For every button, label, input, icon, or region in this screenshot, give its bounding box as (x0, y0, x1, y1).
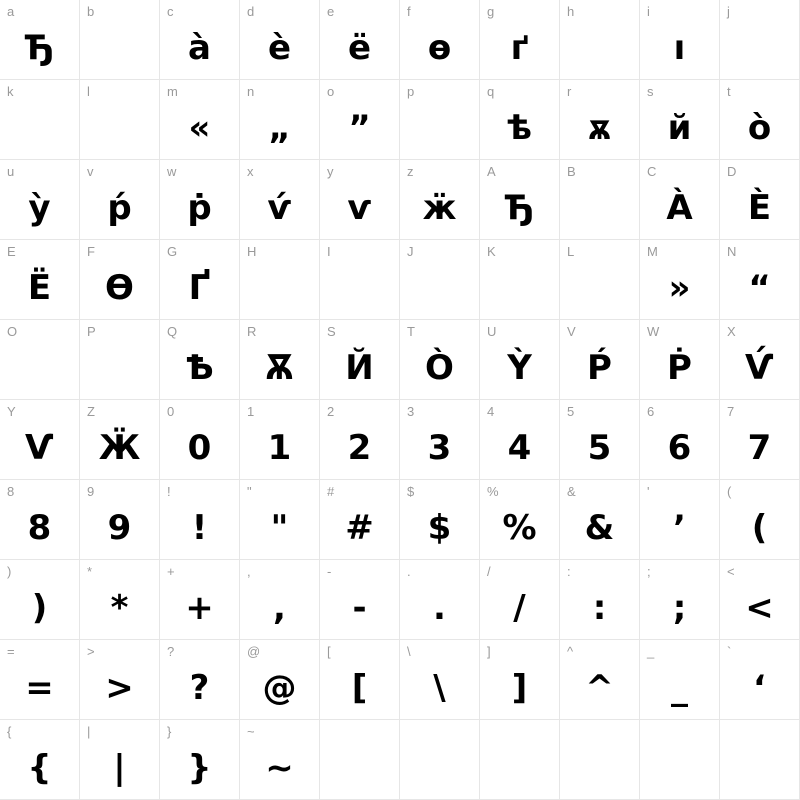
glyph-cell[interactable] (160, 160, 240, 240)
glyph-cell-character (80, 342, 159, 394)
glyph-cell-code: O (7, 324, 18, 339)
glyph-cell-code: ` (727, 644, 732, 659)
glyph-cell[interactable] (560, 0, 640, 80)
glyph-cell-character: 9 (107, 508, 132, 548)
glyph-cell[interactable] (0, 480, 80, 560)
glyph-cell-code: 5 (567, 404, 575, 419)
glyph-cell-code: 0 (167, 404, 175, 419)
glyph-cell[interactable] (400, 160, 480, 240)
glyph-cell[interactable] (0, 320, 80, 400)
glyph-cell-character: Ṕ (587, 348, 612, 388)
glyph-cell-code: c (167, 4, 174, 19)
glyph-cell-code: x (247, 164, 254, 179)
glyph-cell-character (720, 742, 799, 794)
glyph-cell-character: ѣ (506, 108, 533, 148)
glyph-cell[interactable] (720, 400, 800, 480)
glyph-cell-code: z (407, 164, 414, 179)
glyph-cell-character: „ (268, 108, 291, 148)
glyph-cell[interactable] (480, 160, 560, 240)
glyph-cell-code: Q (167, 324, 178, 339)
glyph-cell-character: È (747, 188, 772, 228)
glyph-cell[interactable] (0, 640, 80, 720)
glyph-cell-character: % (502, 508, 537, 548)
glyph-cell-character: « (188, 108, 211, 148)
glyph-cell-character: : (592, 588, 607, 628)
glyph-cell-code: B (567, 164, 576, 179)
glyph-cell-code: o (327, 84, 335, 99)
glyph-cell-code: H (247, 244, 257, 259)
glyph-cell-character (560, 742, 639, 794)
glyph-cell-character: Ѫ (265, 348, 294, 388)
glyph-cell[interactable] (0, 400, 80, 480)
glyph-cell-character: ” (348, 108, 371, 148)
glyph-cell[interactable] (160, 720, 240, 800)
glyph-cell[interactable] (320, 80, 400, 160)
glyph-cell[interactable] (640, 0, 720, 80)
glyph-cell-character: _ (671, 668, 688, 708)
glyph-cell-character: » (668, 268, 691, 308)
glyph-cell[interactable] (640, 240, 720, 320)
glyph-cell[interactable] (240, 720, 320, 800)
glyph-cell-character: # (345, 508, 374, 548)
glyph-cell-code: s (647, 84, 654, 99)
glyph-cell-code: W (647, 324, 660, 339)
glyph-cell-code: [ (327, 644, 331, 659)
glyph-cell-character: | (113, 748, 126, 788)
glyph-cell-character: Й (345, 348, 374, 388)
glyph-cell[interactable] (240, 320, 320, 400)
glyph-cell-code: 9 (87, 484, 95, 499)
glyph-cell-character: Ӝ (98, 428, 141, 468)
glyph-cell-character (480, 262, 559, 314)
glyph-cell-code: u (7, 164, 15, 179)
glyph-cell-code: / (487, 564, 491, 579)
glyph-cell-code: j (727, 4, 730, 19)
glyph-cell[interactable] (400, 480, 480, 560)
glyph-cell-character: { (27, 748, 52, 788)
glyph-cell[interactable] (0, 560, 80, 640)
glyph-cell[interactable] (240, 160, 320, 240)
glyph-cell-code: + (167, 564, 175, 579)
glyph-cell-character: Ѣ (185, 348, 214, 388)
glyph-cell[interactable] (720, 240, 800, 320)
glyph-cell[interactable] (160, 240, 240, 320)
glyph-cell[interactable] (320, 400, 400, 480)
glyph-cell-character: < (745, 588, 774, 628)
glyph-cell[interactable] (400, 720, 480, 800)
glyph-cell[interactable] (640, 160, 720, 240)
glyph-cell-character: 2 (347, 428, 372, 468)
glyph-cell[interactable] (400, 0, 480, 80)
glyph-cell[interactable] (560, 80, 640, 160)
glyph-cell-character: й (667, 108, 692, 148)
glyph-cell[interactable] (720, 480, 800, 560)
glyph-cell-character: 1 (267, 428, 292, 468)
glyph-cell-code: . (407, 564, 411, 579)
glyph-cell-character: Ṗ (667, 348, 692, 388)
glyph-cell-code: w (167, 164, 177, 179)
glyph-cell-code: ) (7, 564, 12, 579)
glyph-cell-code: = (7, 644, 15, 659)
glyph-cell[interactable] (240, 0, 320, 80)
glyph-cell-character: à (188, 28, 211, 68)
glyph-cell-character: ò (747, 108, 772, 148)
glyph-cell[interactable] (480, 560, 560, 640)
glyph-cell-code: 8 (7, 484, 15, 499)
glyph-cell-code: 7 (727, 404, 735, 419)
glyph-cell[interactable] (320, 320, 400, 400)
glyph-cell[interactable] (0, 0, 80, 80)
glyph-cell-code: h (567, 4, 575, 19)
glyph-cell-code: t (727, 84, 731, 99)
glyph-cell-character: ё (347, 28, 372, 68)
glyph-cell-code: - (327, 564, 332, 579)
glyph-cell-code: X (727, 324, 736, 339)
glyph-cell[interactable] (640, 320, 720, 400)
glyph-cell-character: , (273, 588, 286, 628)
glyph-cell[interactable] (560, 160, 640, 240)
glyph-cell-code: k (7, 84, 14, 99)
glyph-cell-character: À (666, 188, 693, 228)
glyph-cell-character: Ґ (188, 268, 211, 308)
glyph-cell-character: & (584, 508, 615, 548)
glyph-cell-character: ı (673, 28, 686, 68)
glyph-cell[interactable] (320, 160, 400, 240)
glyph-cell-code: ; (647, 564, 651, 579)
glyph-cell[interactable] (80, 0, 160, 80)
glyph-cell[interactable] (720, 160, 800, 240)
glyph-cell-code: f (407, 4, 411, 19)
glyph-cell[interactable] (320, 480, 400, 560)
glyph-cell[interactable] (480, 720, 560, 800)
glyph-cell[interactable] (480, 240, 560, 320)
glyph-cell-character: = (25, 668, 54, 708)
glyph-cell-character: Ỳ (507, 348, 532, 388)
glyph-cell-character: 0 (187, 428, 212, 468)
glyph-cell[interactable] (400, 320, 480, 400)
glyph-cell-code: " (247, 484, 252, 499)
glyph-cell-character: $ (427, 508, 452, 548)
glyph-cell-code: i (647, 4, 650, 19)
glyph-cell-code: q (487, 84, 495, 99)
glyph-cell-character (720, 22, 799, 74)
glyph-cell[interactable] (720, 80, 800, 160)
glyph-cell-code: % (487, 484, 499, 499)
glyph-cell-code: ' (647, 484, 650, 499)
glyph-cell-character: ; (672, 588, 687, 628)
glyph-cell-code: , (247, 564, 251, 579)
glyph-cell-code: l (87, 84, 90, 99)
glyph-cell-character: [ (351, 668, 368, 708)
glyph-cell-code: J (407, 244, 414, 259)
glyph-cell-code: v (87, 164, 94, 179)
glyph-cell-code: ~ (247, 724, 255, 739)
glyph-cell-code: y (327, 164, 334, 179)
glyph-cell[interactable] (160, 400, 240, 480)
glyph-cell-code: 3 (407, 404, 415, 419)
glyph-cell-character (240, 262, 319, 314)
glyph-cell[interactable] (720, 320, 800, 400)
glyph-cell-code: : (567, 564, 571, 579)
glyph-cell-code: F (87, 244, 95, 259)
glyph-cell-character: “ (748, 268, 771, 308)
glyph-cell-character: ~ (265, 748, 294, 788)
glyph-cell-character: ṗ (187, 188, 212, 228)
glyph-cell[interactable] (640, 560, 720, 640)
glyph-cell[interactable] (720, 560, 800, 640)
glyph-cell[interactable] (560, 640, 640, 720)
glyph-cell[interactable] (400, 640, 480, 720)
glyph-cell[interactable] (320, 640, 400, 720)
glyph-cell[interactable] (80, 80, 160, 160)
glyph-cell[interactable] (240, 240, 320, 320)
glyph-cell-code: ? (167, 644, 175, 659)
glyph-cell-code: $ (407, 484, 415, 499)
glyph-cell-code: r (567, 84, 572, 99)
glyph-cell-character: 5 (587, 428, 612, 468)
glyph-cell-character: ] (511, 668, 528, 708)
glyph-cell-code: @ (247, 644, 261, 659)
glyph-cell-code: m (167, 84, 178, 99)
glyph-cell-character: ) (31, 588, 48, 628)
glyph-cell[interactable] (320, 560, 400, 640)
glyph-cell[interactable] (240, 480, 320, 560)
glyph-cell-code: _ (647, 644, 655, 659)
glyph-cell-character: ѵ (347, 188, 372, 228)
glyph-cell-code: I (327, 244, 331, 259)
glyph-cell[interactable] (160, 560, 240, 640)
glyph-cell-character: ѫ (587, 108, 612, 148)
glyph-cell-code: 4 (487, 404, 495, 419)
glyph-cell-character: Ђ (24, 28, 55, 68)
glyph-cell[interactable] (0, 80, 80, 160)
glyph-cell-code: d (247, 4, 255, 19)
glyph-cell-character: ṕ (107, 188, 132, 228)
glyph-cell-character: > (105, 668, 134, 708)
glyph-cell-character (640, 742, 719, 794)
glyph-cell-code: { (7, 724, 12, 739)
glyph-cell-code: N (727, 244, 737, 259)
glyph-cell-code: V (567, 324, 576, 339)
glyph-cell-code: ] (487, 644, 491, 659)
glyph-cell-character (320, 262, 399, 314)
glyph-cell[interactable] (80, 240, 160, 320)
glyph-cell-code: R (247, 324, 257, 339)
glyph-cell-character: " (270, 508, 289, 548)
glyph-cell-character: ө (427, 28, 452, 68)
glyph-cell-code: e (327, 4, 335, 19)
glyph-cell-character (480, 742, 559, 794)
glyph-cell[interactable] (480, 80, 560, 160)
glyph-cell-code: & (567, 484, 576, 499)
glyph-cell-character: . (433, 588, 446, 628)
glyph-cell[interactable] (80, 400, 160, 480)
glyph-cell-character: ! (191, 508, 208, 548)
glyph-cell-code: \ (407, 644, 411, 659)
glyph-cell-code: M (647, 244, 658, 259)
glyph-cell-character: è (267, 28, 292, 68)
glyph-cell[interactable] (560, 240, 640, 320)
glyph-cell[interactable] (80, 560, 160, 640)
glyph-cell-character: Ѵ (25, 428, 54, 468)
glyph-cell-code: ^ (567, 644, 574, 659)
glyph-cell[interactable] (160, 0, 240, 80)
glyph-cell-character (560, 262, 639, 314)
glyph-cell-code: | (87, 724, 91, 739)
glyph-cell-character: ’ (673, 508, 686, 548)
glyph-cell-character: } (187, 748, 212, 788)
glyph-cell-character: \ (433, 668, 446, 708)
glyph-cell[interactable] (560, 320, 640, 400)
glyph-cell-character: ѵ́ (267, 188, 292, 228)
glyph-cell-code: U (487, 324, 497, 339)
glyph-cell-code: * (87, 564, 93, 579)
glyph-cell[interactable] (320, 720, 400, 800)
glyph-cell-code: A (487, 164, 496, 179)
glyph-cell-code: K (487, 244, 496, 259)
glyph-cell-character: 6 (667, 428, 692, 468)
glyph-cell-character: ‘ (753, 668, 766, 708)
glyph-cell-code: P (87, 324, 96, 339)
glyph-cell[interactable] (640, 480, 720, 560)
glyph-cell[interactable] (480, 400, 560, 480)
glyph-cell-character (400, 262, 479, 314)
glyph-cell[interactable] (80, 720, 160, 800)
glyph-cell-character: 8 (27, 508, 52, 548)
glyph-cell-character: Ѵ́ (745, 348, 774, 388)
glyph-cell[interactable] (560, 400, 640, 480)
glyph-cell-character: ? (189, 668, 210, 708)
glyph-cell-character (0, 102, 79, 154)
glyph-cell-character: 7 (747, 428, 772, 468)
glyph-cell[interactable] (0, 240, 80, 320)
glyph-cell[interactable] (640, 80, 720, 160)
glyph-cell-code: ! (167, 484, 171, 499)
glyph-cell-code: < (727, 564, 735, 579)
glyph-cell-character: * (110, 588, 129, 628)
glyph-cell-code: p (407, 84, 415, 99)
glyph-cell-code: b (87, 4, 95, 19)
glyph-cell[interactable] (240, 80, 320, 160)
glyph-cell-character: + (185, 588, 214, 628)
glyph-cell[interactable] (160, 640, 240, 720)
glyph-cell-code: T (407, 324, 415, 339)
glyph-cell[interactable] (400, 240, 480, 320)
glyph-cell[interactable] (400, 80, 480, 160)
glyph-cell-code: L (567, 244, 575, 259)
glyph-cell[interactable] (480, 480, 560, 560)
glyph-cell-code: D (727, 164, 737, 179)
glyph-cell-character: 4 (507, 428, 532, 468)
glyph-cell-character: / (513, 588, 526, 628)
glyph-cell[interactable] (640, 640, 720, 720)
glyph-cell[interactable] (640, 720, 720, 800)
glyph-cell-character: Ђ (504, 188, 535, 228)
glyph-cell-character: Ө (105, 268, 134, 308)
glyph-cell[interactable] (320, 0, 400, 80)
glyph-cell[interactable] (720, 0, 800, 80)
glyph-cell[interactable] (400, 560, 480, 640)
glyph-cell-code: g (487, 4, 495, 19)
glyph-cell[interactable] (400, 400, 480, 480)
glyph-cell-code: a (7, 4, 15, 19)
glyph-cell[interactable] (640, 400, 720, 480)
glyph-cell-code: 6 (647, 404, 655, 419)
glyph-cell-character: @ (262, 668, 297, 708)
glyph-cell[interactable] (720, 720, 800, 800)
glyph-cell[interactable] (320, 240, 400, 320)
glyph-cell-character: ỳ (28, 188, 51, 228)
glyph-cell-character (320, 742, 399, 794)
glyph-cell[interactable] (80, 160, 160, 240)
glyph-cell[interactable] (560, 560, 640, 640)
glyph-cell[interactable] (480, 640, 560, 720)
glyph-cell[interactable] (560, 480, 640, 560)
glyph-cell-code: n (247, 84, 255, 99)
glyph-cell-character: 3 (427, 428, 452, 468)
glyph-cell[interactable] (720, 640, 800, 720)
glyph-cell-character (560, 182, 639, 234)
glyph-cell[interactable] (240, 400, 320, 480)
glyph-cell-code: Y (7, 404, 16, 419)
glyph-cell-code: 1 (247, 404, 255, 419)
glyph-cell-character (80, 22, 159, 74)
glyph-cell-code: 2 (327, 404, 335, 419)
glyph-cell[interactable] (480, 320, 560, 400)
glyph-cell[interactable] (80, 320, 160, 400)
glyph-cell-code: G (167, 244, 178, 259)
glyph-cell-code: S (327, 324, 336, 339)
glyph-cell[interactable] (240, 640, 320, 720)
glyph-cell-code: Z (87, 404, 95, 419)
glyph-cell-code: ( (727, 484, 732, 499)
glyph-cell[interactable] (0, 160, 80, 240)
glyph-cell-code: } (167, 724, 172, 739)
glyph-cell-character: ґ (510, 28, 529, 68)
glyph-cell[interactable] (240, 560, 320, 640)
glyph-cell-character (400, 102, 479, 154)
glyph-cell[interactable] (0, 720, 80, 800)
glyph-cell-character: Ò (425, 348, 454, 388)
glyph-cell[interactable] (160, 480, 240, 560)
glyph-cell-character: Ё (27, 268, 52, 308)
glyph-cell-character (0, 342, 79, 394)
glyph-cell-code: C (647, 164, 657, 179)
glyph-cell-code: > (87, 644, 95, 659)
glyph-cell-character: ( (751, 508, 768, 548)
glyph-cell-code: E (7, 244, 16, 259)
glyph-cell[interactable] (80, 480, 160, 560)
glyph-cell-character: ^ (585, 668, 614, 708)
glyph-cell[interactable] (480, 0, 560, 80)
glyph-cell-character (80, 102, 159, 154)
glyph-cell-character: - (352, 588, 367, 628)
glyph-cell-character: ӝ (422, 188, 457, 228)
glyph-cell[interactable] (560, 720, 640, 800)
glyph-cell[interactable] (160, 320, 240, 400)
glyph-cell[interactable] (160, 80, 240, 160)
glyph-cell[interactable] (80, 640, 160, 720)
glyph-cell-code: # (327, 484, 335, 499)
glyph-cell-character (560, 22, 639, 74)
glyph-cell-character (400, 742, 479, 794)
